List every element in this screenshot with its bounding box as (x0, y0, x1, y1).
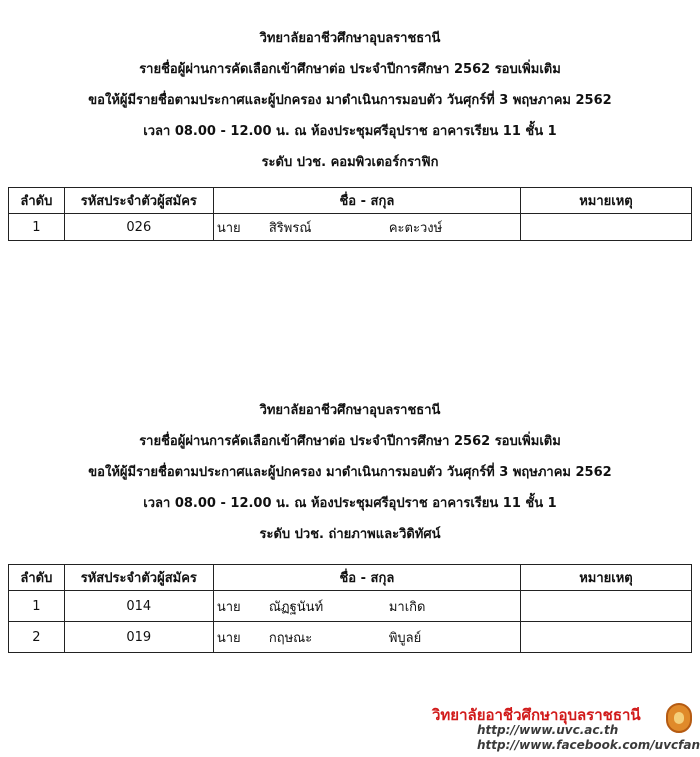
last-name: พิบูลย์ (388, 630, 422, 646)
col-header-number: ลำดับ (9, 188, 65, 214)
table-row (9, 622, 692, 653)
full-name (213, 214, 520, 241)
name-prefix: นาย (216, 220, 241, 236)
last-name: คะตะวงษ์ (388, 220, 443, 236)
college-name: วิทยาลัยอาชีวศึกษาอุบลราชธานี (259, 31, 441, 46)
full-name (213, 622, 520, 653)
roster-table (8, 564, 692, 653)
report-instruction: ขอให้ผู้มีรายชื่อตามประกาศและผู้ปกครอง มาดำเนินการมอบตัว วันศุกร์ที่ 3 พฤษภาคม 2562 (88, 93, 612, 108)
col-header-name: ชื่อ - สกุล (213, 188, 520, 214)
seal-center (674, 712, 684, 724)
time-location: เวลา 08.00 - 12.00 น. ณ ห้องประชุมศรีอุปราช อาคารเรียน 11 ชั้น 1 (143, 496, 557, 511)
college-seal-icon (666, 703, 692, 733)
col-header-remarks: หมายเหตุ (520, 188, 691, 214)
col-header-number: ลำดับ (9, 565, 65, 591)
section-photography-video (0, 400, 700, 646)
roster-table (8, 187, 692, 241)
program-level: ระดับ ปวช. คอมพิวเตอร์กราฟิก (261, 155, 439, 170)
last-name: มาเกิด (388, 599, 426, 615)
row-number: 1 (9, 214, 65, 241)
table-row (9, 214, 692, 241)
col-header-applicant-id: รหัสประจำตัวผู้สมัคร (64, 565, 213, 591)
col-header-name: ชื่อ - สกุล (213, 565, 520, 591)
report-instruction: ขอให้ผู้มีรายชื่อตามประกาศและผู้ปกครอง มาดำเนินการมอบตัว วันศุกร์ที่ 3 พฤษภาคม 2562 (88, 465, 612, 480)
watermark-facebook-link[interactable]: http://www.facebook.com/uvcfan (477, 738, 700, 752)
first-name: สิริพรณ์ (268, 220, 312, 236)
full-name (213, 591, 520, 622)
name-prefix: นาย (216, 630, 241, 646)
announcement-title: รายชื่อผู้ผ่านการคัดเลือกเข้าศึกษาต่อ ประจำปีการศึกษา 2562 รอบเพิ่มเติม (139, 62, 561, 77)
applicant-id: 026 (64, 214, 213, 241)
section-computer-graphics (0, 28, 700, 236)
applicant-id: 019 (64, 622, 213, 653)
remarks (520, 214, 691, 241)
first-name: ณัฏฐนันท์ (268, 599, 324, 615)
first-name: กฤษณะ (268, 630, 313, 646)
announcement-title: รายชื่อผู้ผ่านการคัดเลือกเข้าศึกษาต่อ ประจำปีการศึกษา 2562 รอบเพิ่มเติม (139, 434, 561, 449)
remarks (520, 591, 691, 622)
watermark-college-name: วิทยาลัยอาชีวศึกษาอุบลราชธานี (432, 706, 641, 724)
table-header-row (9, 565, 692, 591)
col-header-applicant-id: รหัสประจำตัวผู้สมัคร (64, 188, 213, 214)
row-number: 2 (9, 622, 65, 653)
college-name: วิทยาลัยอาชีวศึกษาอุบลราชธานี (259, 403, 441, 418)
row-number: 1 (9, 591, 65, 622)
table-header-row (9, 188, 692, 214)
time-location: เวลา 08.00 - 12.00 น. ณ ห้องประชุมศรีอุปราช อาคารเรียน 11 ชั้น 1 (143, 124, 557, 139)
college-watermark (432, 703, 700, 753)
applicant-id: 014 (64, 591, 213, 622)
table-row (9, 591, 692, 622)
program-level: ระดับ ปวช. ถ่ายภาพและวิดิทัศน์ (259, 527, 441, 542)
name-prefix: นาย (216, 599, 241, 615)
col-header-remarks: หมายเหตุ (520, 565, 691, 591)
remarks (520, 622, 691, 653)
watermark-website-link[interactable]: http://www.uvc.ac.th (477, 723, 619, 737)
